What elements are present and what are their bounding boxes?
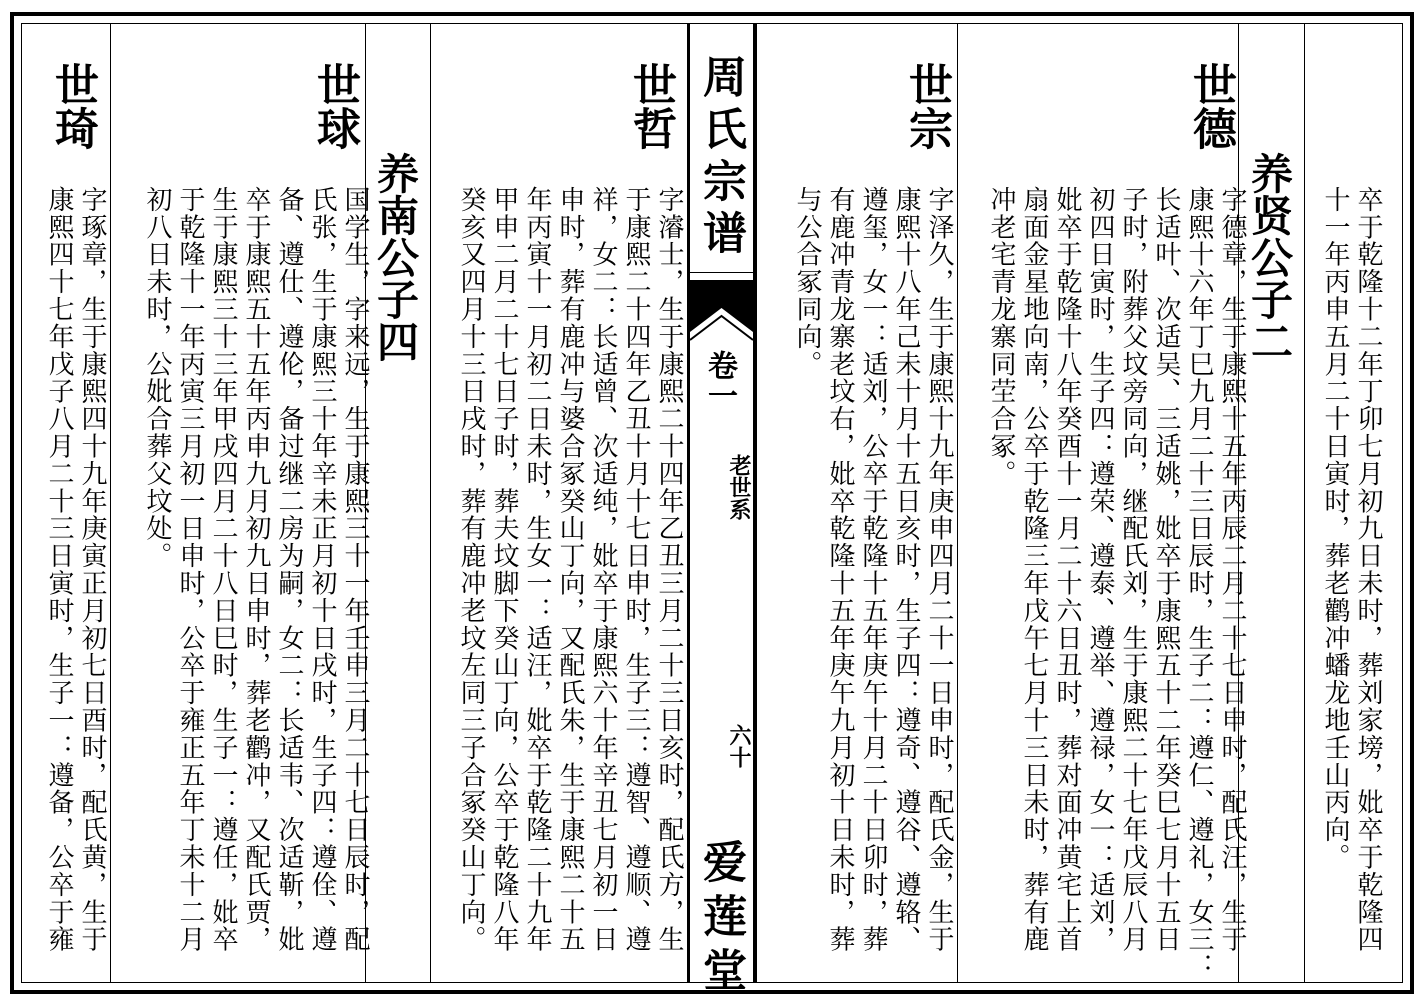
genealogy-title: 周氏宗谱 [695, 54, 746, 262]
spine-border-right [756, 24, 757, 982]
spine [690, 24, 753, 1001]
volume-label: 卷一 [702, 350, 737, 410]
entry-name-shizhe: 世哲 [625, 62, 676, 150]
hall-name: 爱莲堂 [695, 839, 746, 1001]
generation-heading-yangnan: 养南公子四 [371, 152, 420, 362]
column-divider [957, 24, 958, 982]
page-frame [10, 12, 1414, 1001]
section-label: 老世系 [726, 454, 752, 520]
spine-border-right-thick [753, 24, 756, 982]
spine-rule [690, 272, 753, 273]
generation-heading-yangxian: 养贤公子二 [1245, 152, 1294, 362]
entry-text-shide: 字德章，生于康熙十五年丙辰二月二十七日申时，配氏汪，生于 康熙十六年丁巳九月二十三日辰时，生子二：遵仁、遵礼，女三： 长适叶、次适吴、三适姚，妣卒于康熙五十二年癸巳七月十五日 子时，附葬父坟旁同向，继配氏刘，生于康熙二十七年戊辰八月 初四日寅时，生子四：遵荣、遵泰、遵举、遵禄，女一：适刘， 妣卒于乾隆十八年癸酉十一月二十六日丑时，葬对面冲黄宅上首 扇面金星地向南，公卒于乾隆三年戊午七月十三日未时，葬有鹿 冲老宅青龙寨同茔合冢。 [986, 186, 1247, 981]
column-divider [1304, 24, 1305, 982]
fishtail-mark [690, 280, 753, 350]
entry-name-shiqi: 世琦 [47, 62, 98, 150]
entry-text-shizhe: 字濬士，生于康熙二十四年乙丑三月二十三日亥时，配氏方，生 于康熙二十四年乙丑十月十七日申时，生子三：遵智、遵顺、遵 祥，女二：长适曾、次适纯，妣卒于康熙六十年辛丑七月初一日 申时，葬有鹿冲与婆合冢癸山丁向，又配氏朱，生于康熙二十五 年丙寅十一月初二日未时，生女一：适汪，妣卒于乾隆二十九年 甲申二月二十七日子时，葬夫坟脚下癸山丁向，公卒于乾隆八年 癸亥又四月十三日戌时，葬有鹿冲老坟左同三子合冢癸山丁向。 [456, 186, 684, 954]
entry-text-shiqiu: 国学生，字来远，生于康熙三十一年壬申三月二十七日辰时，配 氏张，生于康熙三十年辛未正月初十日戌时，生子四：遵佺、遵 备、遵仕、遵伦，备过继二房为嗣，女二：长适韦、次适靳，妣 卒于康熙五十五年丙申九月初九日申时，葬老鹳冲，又配氏贾， 生于康熙三十三年甲戌四月二十八日巳时，生子一：遵任，妣卒 于乾隆十一年丙寅三月初一日申时，公卒于雍正五年丁未十二月 初八日未时，公妣合葬父坟处。 [142, 186, 370, 954]
entry-name-shide: 世德 [1185, 62, 1236, 150]
entry-name-shizong: 世宗 [901, 62, 952, 150]
continuation-text: 卒于乾隆十二年丁卯七月初九日未时，葬刘家塝，妣卒于乾隆四 十一年丙申五月二十日寅时，葬老鹳冲蟠龙地壬山丙向。 [1320, 186, 1383, 954]
entry-name-shiqiu: 世球 [309, 62, 360, 150]
entry-text-shizong: 字泽久，生于康熙十九年庚申四月二十一日申时，配氏金，生于 康熙十八年己未十月十五日亥时，生子四：遵奇、遵谷、遵辂、 遵玺，女一：适刘，公卒于乾隆十五年庚午十月二十日卯时，葬 有鹿冲青龙寨老坟右，妣卒乾隆十五年庚午九月初十日未时，葬 与公合冢同向。 [792, 186, 954, 954]
column-divider [110, 24, 111, 982]
page-number: 六十 [726, 724, 752, 768]
column-divider [430, 24, 431, 982]
entry-text-shiqi: 字琢章，生于康熙四十九年庚寅正月初七日酉时，配氏黄，生于 康熙四十七年戊子八月二十三日寅时，生子一：遵备，公卒于雍 [44, 186, 107, 954]
page-inner-border [21, 23, 1403, 1001]
